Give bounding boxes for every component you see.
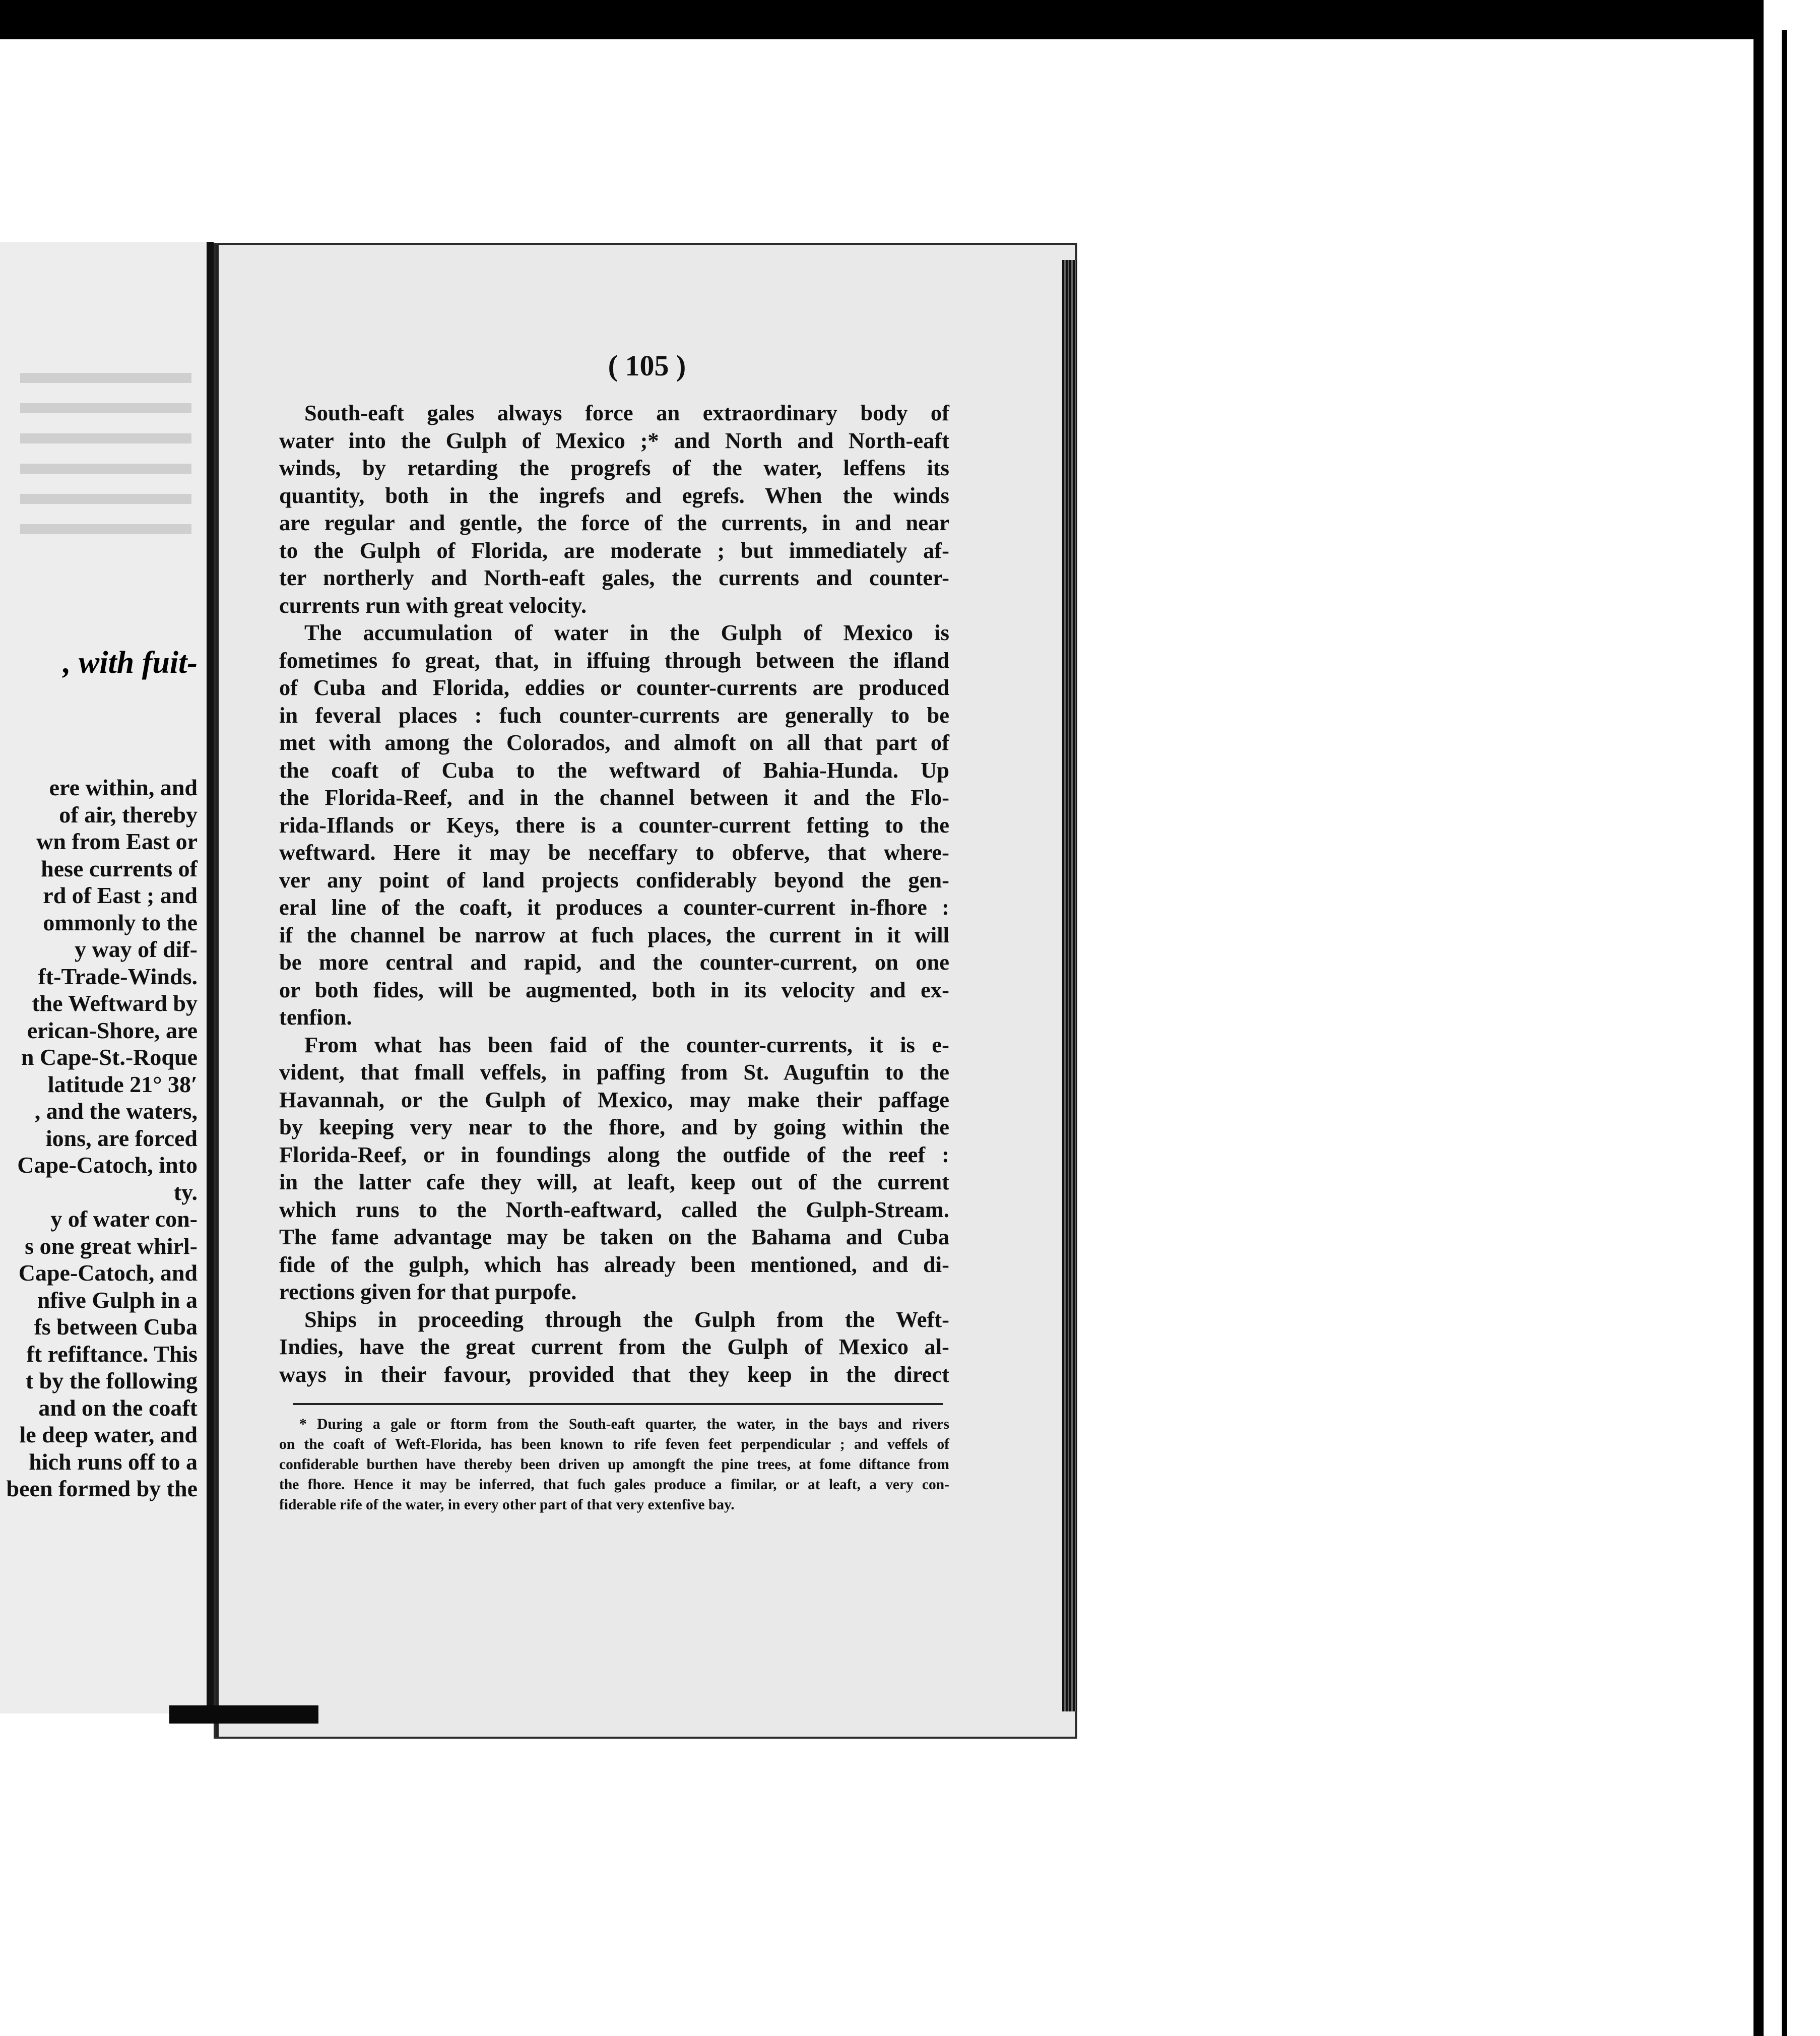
text-line: South-eaft gales always force an extraordinary body of	[304, 400, 949, 425]
left-page-line: ft refiftance. This	[26, 1341, 198, 1367]
left-page-line: ommonly to the	[43, 909, 198, 935]
left-page	[0, 242, 214, 1713]
show-through-mark	[20, 464, 191, 474]
footnote-line: on the coaft of Weft-Florida, has been known to rife feven feet perpendicular ; and veffels of	[279, 1436, 949, 1452]
text-line: From what has been faid of the counter-currents, it is e-	[304, 1032, 949, 1057]
right-page	[216, 245, 1075, 1737]
left-page-line: ions, are forced	[45, 1125, 198, 1151]
text-line: The fame advantage may be taken on the Bahama and Cuba	[279, 1224, 949, 1249]
left-page-line: hese currents of	[41, 855, 198, 881]
text-line: be more central and rapid, and the counter-current, on one	[279, 949, 949, 975]
left-page-line: ty.	[173, 1179, 198, 1205]
left-page-line: rd of East ; and	[43, 882, 198, 908]
left-page-line: s one great whirl-	[25, 1233, 198, 1259]
text-line: ver any point of land projects confiderably beyond the gen-	[279, 867, 949, 893]
text-line: which runs to the North-eaftward, called the Gulph-Stream.	[279, 1196, 949, 1222]
left-page-line: ft-Trade-Winds.	[38, 963, 198, 989]
left-page-line: latitude 21° 38′	[47, 1071, 198, 1097]
left-page-line: of air, thereby	[59, 801, 198, 828]
show-through-mark	[20, 524, 191, 534]
text-line: quantity, both in the ingrefs and egrefs. When the winds	[279, 482, 949, 508]
left-page-line: y way of dif-	[74, 936, 198, 962]
text-line: the coaft of Cuba to the weftward of Bahia-Hunda. Up	[279, 757, 949, 783]
text-line: eral line of the coaft, it produces a counter-current in-fhore :	[279, 895, 949, 920]
text-line: met with among the Colorados, and almoft on all that part of	[279, 730, 949, 755]
text-line: winds, by retarding the progrefs of the water, leffens its	[279, 455, 949, 480]
text-line: or both fides, will be augmented, both in its velocity and ex-	[279, 977, 949, 1002]
text-line: fometimes fo great, that, in iffuing through between the ifland	[279, 647, 949, 673]
footnote	[279, 1414, 949, 1515]
text-line: rections given for that purpofe.	[279, 1279, 577, 1304]
left-page-line: been formed by the	[6, 1476, 198, 1501]
footnote-line: the fhore. Hence it may be inferred, that fuch gales produce a fimilar, or at leaft, a very con-	[279, 1477, 949, 1493]
text-line: weftward. Here it may be neceffary to obferve, that where-	[279, 840, 949, 865]
left-page-line: the Weftward by	[32, 990, 198, 1016]
scan-border-right	[1764, 0, 1820, 2036]
show-through-mark	[20, 433, 191, 443]
show-through-mark	[20, 494, 191, 504]
text-line: of Cuba and Florida, eddies or counter-currents are produced	[279, 675, 949, 700]
text-line: Havannah, or the Gulph of Mexico, may make their paffage	[279, 1087, 949, 1112]
text-line: Florida-Reef, or in foundings along the outfide of the reef :	[279, 1141, 949, 1167]
page-clip	[169, 1705, 318, 1724]
text-line: Ships in proceeding through the Gulph from the Weft-	[304, 1306, 949, 1332]
text-line: the Florida-Reef, and in the channel between it and the Flo-	[279, 785, 949, 810]
text-line: vident, that fmall veffels, in paffing from St. Auguftin to the	[279, 1059, 949, 1085]
left-page-line: and on the coaft	[38, 1394, 198, 1421]
left-page-line: hich runs off to a	[29, 1448, 198, 1475]
left-page-line: y of water con-	[50, 1206, 198, 1232]
text-line: in feveral places : fuch counter-currents are generally to be	[279, 702, 949, 728]
left-page-line: erican-Shore, are	[27, 1017, 198, 1043]
left-page-line: ere within, and	[49, 775, 198, 800]
left-page-line: wn from East or	[36, 829, 198, 854]
text-line: in the latter cafe they will, at leaft, keep out of the current	[279, 1169, 949, 1194]
footnote-rule	[293, 1403, 943, 1405]
text-line: fide of the gulph, which has already been mentioned, and di-	[279, 1251, 949, 1277]
left-page-line: Cape-Catoch, into	[17, 1152, 198, 1178]
show-through-mark	[20, 373, 191, 383]
text-line: ter northerly and North-eaft gales, the currents and counter-	[279, 565, 949, 590]
left-page-line: nfive Gulph in a	[37, 1287, 198, 1313]
text-line: if the channel be narrow at fuch places, the current in it will	[279, 922, 949, 947]
left-page-line: Cape-Catoch, and	[18, 1260, 198, 1286]
footnote-line: confiderable burthen have thereby been driven up amongft the pine trees, at fome diftance from	[279, 1456, 949, 1473]
text-line: ways in their favour, provided that they keep in the direct	[279, 1361, 949, 1387]
text-line: by keeping very near to the fhore, and by going within the	[279, 1114, 949, 1139]
left-page-line: le deep water, and	[19, 1422, 198, 1447]
text-line: The accumulation of water in the Gulph of Mexico is	[304, 620, 949, 645]
left-page-line: t by the following	[25, 1368, 198, 1393]
text-line: currents run with great velocity.	[279, 592, 587, 618]
page-number: ( 105 )	[608, 349, 686, 382]
text-line: Indies, have the great current from the Gulph of Mexico al-	[279, 1334, 949, 1359]
left-page-line: , and the waters,	[34, 1098, 198, 1124]
text-line: tenfion.	[279, 1004, 352, 1030]
body-text	[279, 399, 949, 1388]
text-line: water into the Gulph of Mexico ;* and North and North-eaft	[279, 427, 949, 453]
left-page-line: n Cape-St.-Roque	[21, 1044, 198, 1070]
left-page-line: fs between Cuba	[34, 1314, 198, 1340]
page-edge	[1062, 260, 1077, 1711]
footnote-line: * During a gale or ftorm from the South-eaft quarter, the water, in the bays and rivers	[299, 1416, 949, 1432]
text-line: rida-Iflands or Keys, there is a counter-current fetting to the	[279, 812, 949, 838]
text-line: are regular and gentle, the force of the currents, in and near	[279, 510, 949, 535]
footnote-line: fiderable rife of the water, in every other part of that very extenfive bay.	[279, 1497, 735, 1513]
left-page-heading: , with fuit-	[62, 646, 198, 680]
text-line: to the Gulph of Florida, are moderate ; but immediately af-	[279, 537, 949, 563]
show-through-mark	[20, 403, 191, 413]
